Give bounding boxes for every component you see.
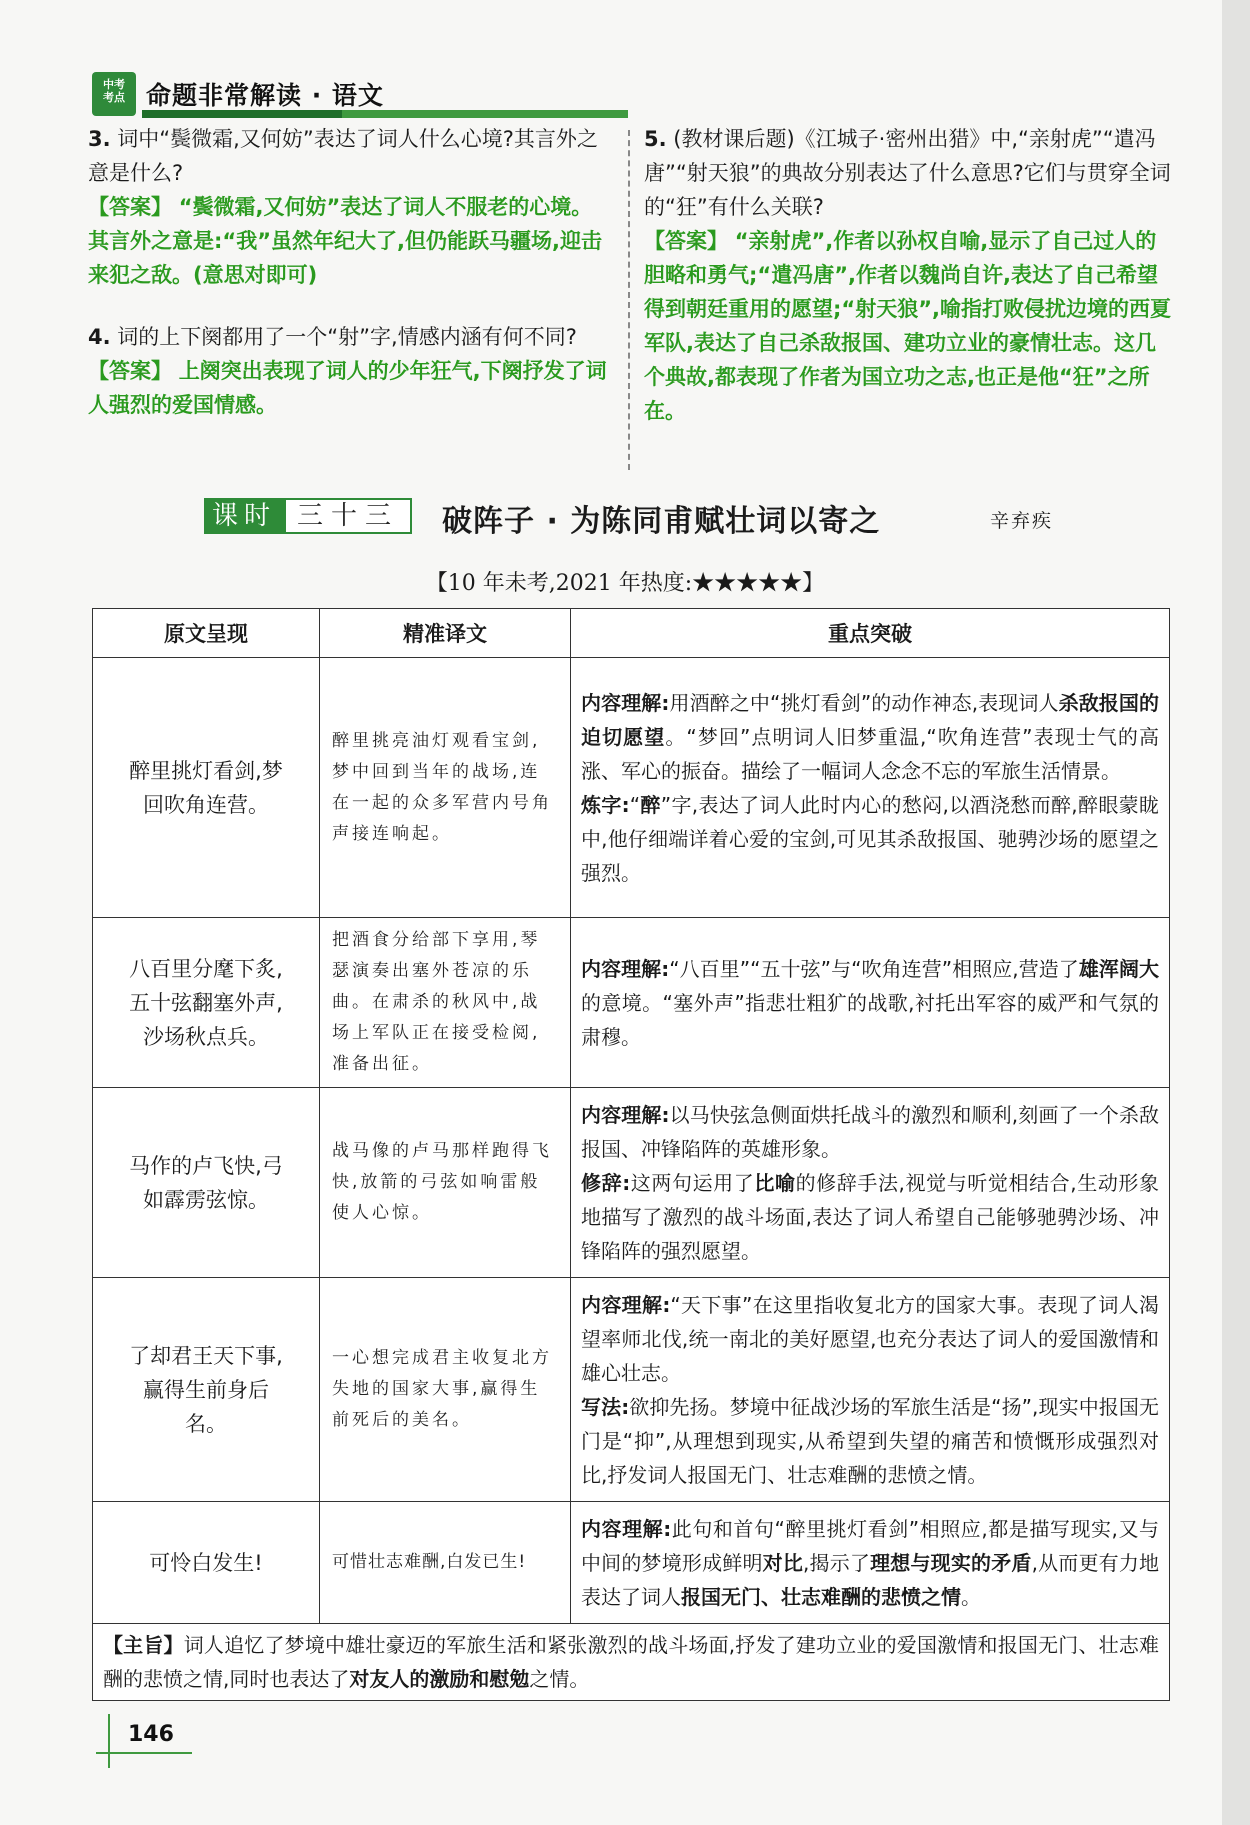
note-text: 此句和首句“醉里挑灯看剑”相照应,都是描写现实,又与中间的梦境形成鲜明 bbox=[581, 1516, 1160, 1575]
header-bar-accent bbox=[142, 110, 342, 118]
key-points bbox=[571, 918, 1170, 1088]
note-text: 欲抑先扬。梦境中征战沙场的军旅生活是“扬”,现实中报国无门是“抑”,从理想到现实,从希望到失望的痛苦和愤慨形成强烈对比,抒发词人报国无门、壮志难酬的悲愤之情。 bbox=[581, 1394, 1159, 1487]
note-label: 内容理解: bbox=[581, 1292, 671, 1317]
note-text: 。 bbox=[961, 1584, 981, 1609]
table-row bbox=[93, 1502, 1170, 1624]
note-label: 修辞: bbox=[581, 1170, 631, 1195]
question-text: (教材课后题)《江城子·密州出猎》中,“亲射虎”“遣冯唐”“射天狼”的典故分别表达了什么意思?它们与贯穿全词的“狂”有什么关联? bbox=[644, 127, 1171, 219]
note-item bbox=[581, 788, 1159, 890]
note-text: 以马快弦急侧面烘托战斗的激烈和顺利,刻画了一个杀敌报国、冲锋陷阵的英雄形象。 bbox=[581, 1102, 1160, 1161]
key-points bbox=[571, 1502, 1170, 1624]
question-3 bbox=[88, 122, 610, 320]
theme-row bbox=[93, 1624, 1170, 1701]
question-5 bbox=[644, 122, 1172, 428]
answer-tag: 【答案】 bbox=[644, 229, 728, 253]
page-number-rule bbox=[96, 1752, 192, 1754]
question-number: 5. bbox=[644, 127, 667, 151]
question-4 bbox=[88, 320, 610, 422]
poem-author: 辛弃疾 bbox=[990, 510, 1054, 532]
note-text: 的意境。“塞外声”指悲壮粗犷的战歌,衬托出军容的威严和气氛的肃穆。 bbox=[581, 990, 1159, 1049]
answer-text: 上阕突出表现了词人的少年狂气,下阕抒发了词人强烈的爱国情感。 bbox=[88, 359, 607, 417]
note-item bbox=[581, 1390, 1159, 1492]
translation-text: 战马像的卢马那样跑得飞快,放箭的弓弦如响雷般使人心惊。 bbox=[320, 1088, 571, 1278]
poem-title: 破阵子 · 为陈同甫赋壮词以寄之 bbox=[442, 504, 881, 539]
book-logo: 中考 考点 bbox=[92, 72, 136, 116]
note-item bbox=[581, 1098, 1159, 1166]
page-number-rule-vertical bbox=[108, 1714, 110, 1768]
header-original: 原文呈现 bbox=[93, 609, 320, 658]
page-number: 146 bbox=[128, 1722, 174, 1747]
note-item bbox=[581, 1288, 1159, 1390]
table-row bbox=[93, 658, 1170, 918]
original-text bbox=[93, 1088, 320, 1278]
note-emphasis: 对比 bbox=[762, 1550, 804, 1575]
note-text: ,揭示了 bbox=[803, 1550, 871, 1575]
theme-label: 【主旨】 bbox=[103, 1633, 184, 1657]
original-line: 八百里分麾下炙,五十弦翻塞外声,沙场秋点兵。 bbox=[129, 956, 283, 1049]
note-text: “八百里”“五十弦”与“吹角连营”相照应,营造了 bbox=[669, 956, 1079, 981]
question-text: 词中“鬓微霜,又何妨”表达了词人什么心境?其言外之意是什么? bbox=[88, 127, 598, 185]
page-edge bbox=[1222, 0, 1250, 1825]
note-item bbox=[581, 686, 1159, 788]
note-item bbox=[581, 952, 1159, 1054]
table-row bbox=[93, 1278, 1170, 1502]
translation-text: 把酒食分给部下享用,琴瑟演奏出塞外苍凉的乐曲。在肃杀的秋风中,战场上军队正在接受检阅,准备出征。 bbox=[320, 918, 571, 1088]
note-emphasis: 雄浑阔大 bbox=[1078, 956, 1160, 981]
answer-tag: 【答案】 bbox=[88, 195, 172, 219]
original-line: 醉里挑灯看剑,梦回吹角连营。 bbox=[129, 758, 283, 817]
note-emphasis: 报国无门、壮志难酬的悲愤之情 bbox=[681, 1584, 961, 1609]
header-title: 命题非常解读 · 语文 bbox=[146, 81, 384, 110]
lesson-number: 三十三 bbox=[284, 498, 412, 534]
question-number: 4. bbox=[88, 325, 111, 349]
note-text: ”字,表达了词人此时内心的愁闷,以酒浇愁而醉,醉眼蒙眬中,他仔细端详着心爱的宝剑,可见其杀敌报国、驰骋沙场的愿望之强烈。 bbox=[581, 792, 1160, 885]
answer-text: “鬓微霜,又何妨”表达了词人不服老的心境。其言外之意是:“我”虽然年纪大了,但仍能跃马疆场,迎击来犯之敌。(意思对即可) bbox=[88, 195, 602, 287]
original-text bbox=[93, 918, 320, 1088]
translation-text: 一心想完成君主收复北方失地的国家大事,赢得生前死后的美名。 bbox=[320, 1278, 571, 1502]
answer-text: “亲射虎”,作者以孙权自喻,显示了自己过人的胆略和勇气;“遣冯唐”,作者以魏尚自许,表达了自己希望得到朝廷重用的愿望;“射天狼”,喻指打败侵扰边境的西夏军队,表达了自己杀敌报国、建功立业的豪情壮志。这几个典故,都表现了作者为国立功之志,也正是他“狂”之所在。 bbox=[644, 229, 1171, 423]
note-label: 写法: bbox=[581, 1394, 630, 1419]
answer-tag: 【答案】 bbox=[88, 359, 172, 383]
note-label: 炼字: bbox=[581, 792, 630, 817]
key-points bbox=[571, 1278, 1170, 1502]
note-text: 用酒醉之中“挑灯看剑”的动作神态,表现词人 bbox=[669, 690, 1059, 715]
note-label: 内容理解: bbox=[581, 956, 670, 981]
note-emphasis: 杀敌报国的迫切愿望 bbox=[581, 690, 1159, 749]
theme-emphasis: 对友人的激励和慰勉 bbox=[349, 1667, 530, 1691]
note-emphasis: 比喻 bbox=[754, 1170, 796, 1195]
note-label: 内容理解: bbox=[581, 1102, 670, 1127]
original-text bbox=[93, 1278, 320, 1502]
original-line: 了却君王天下事,赢得生前身后名。 bbox=[129, 1343, 283, 1436]
note-text: “天下事”在这里指收复北方的国家大事。表现了词人渴望率师北伐,统一南北的美好愿望,也充分表达了词人的爱国激情和雄心壮志。 bbox=[581, 1292, 1159, 1385]
questions-left bbox=[88, 122, 610, 422]
original-text bbox=[93, 658, 320, 918]
theme-text: 词人追忆了梦境中雄壮豪迈的军旅生活和紧张激烈的战斗场面,抒发了建功立业的爱国激情和报国无门、壮志难酬的悲愤之情,同时也表达了 bbox=[103, 1633, 1160, 1691]
question-text: 词的上下阕都用了一个“射”字,情感内涵有何不同? bbox=[117, 325, 577, 349]
key-points bbox=[571, 1088, 1170, 1278]
table-row bbox=[93, 1088, 1170, 1278]
translation-text: 可惜壮志难酬,白发已生! bbox=[320, 1502, 571, 1624]
note-text: “ bbox=[629, 792, 641, 817]
table-row bbox=[93, 918, 1170, 1088]
lesson-badge: 课时 bbox=[204, 498, 284, 534]
note-text: ,从而更有力地表达了词人 bbox=[581, 1550, 1160, 1609]
exam-frequency: 【10 年未考,2021 年热度:★★★★★】 bbox=[425, 571, 825, 596]
theme-text: 之情。 bbox=[529, 1667, 590, 1691]
note-emphasis: 理想与现实的矛盾 bbox=[870, 1550, 1032, 1575]
column-divider bbox=[628, 130, 630, 470]
note-text: 这两句运用了 bbox=[630, 1170, 755, 1195]
original-text: 可怜白发生! bbox=[93, 1502, 320, 1624]
key-points bbox=[571, 658, 1170, 918]
note-label: 内容理解: bbox=[581, 1516, 672, 1541]
translation-text: 醉里挑亮油灯观看宝剑,梦中回到当年的战场,连在一起的众多军营内号角声接连响起。 bbox=[320, 658, 571, 918]
note-text: 。“梦回”点明词人旧梦重温,“吹角连营”表现士气的高涨、军心的振奋。描绘了一幅词人念念不忘的军旅生活情景。 bbox=[581, 724, 1159, 783]
header-notes: 重点突破 bbox=[571, 609, 1170, 658]
analysis-table bbox=[92, 608, 1170, 1701]
note-item bbox=[581, 1166, 1159, 1268]
original-line: 马作的卢飞快,弓如霹雳弦惊。 bbox=[129, 1153, 283, 1212]
header-translation: 精准译文 bbox=[320, 609, 571, 658]
page-header bbox=[92, 72, 628, 118]
theme-summary bbox=[93, 1624, 1170, 1701]
note-label: 内容理解: bbox=[581, 690, 670, 715]
note-emphasis: 醉 bbox=[640, 792, 661, 817]
note-text: 的修辞手法,视觉与听觉相结合,生动形象地描写了激烈的战斗场面,表达了词人希望自己能够驰骋沙场、冲锋陷阵的强烈愿望。 bbox=[581, 1170, 1160, 1263]
table-header-row bbox=[93, 609, 1170, 658]
questions-right bbox=[644, 122, 1172, 428]
question-number: 3. bbox=[88, 127, 111, 151]
